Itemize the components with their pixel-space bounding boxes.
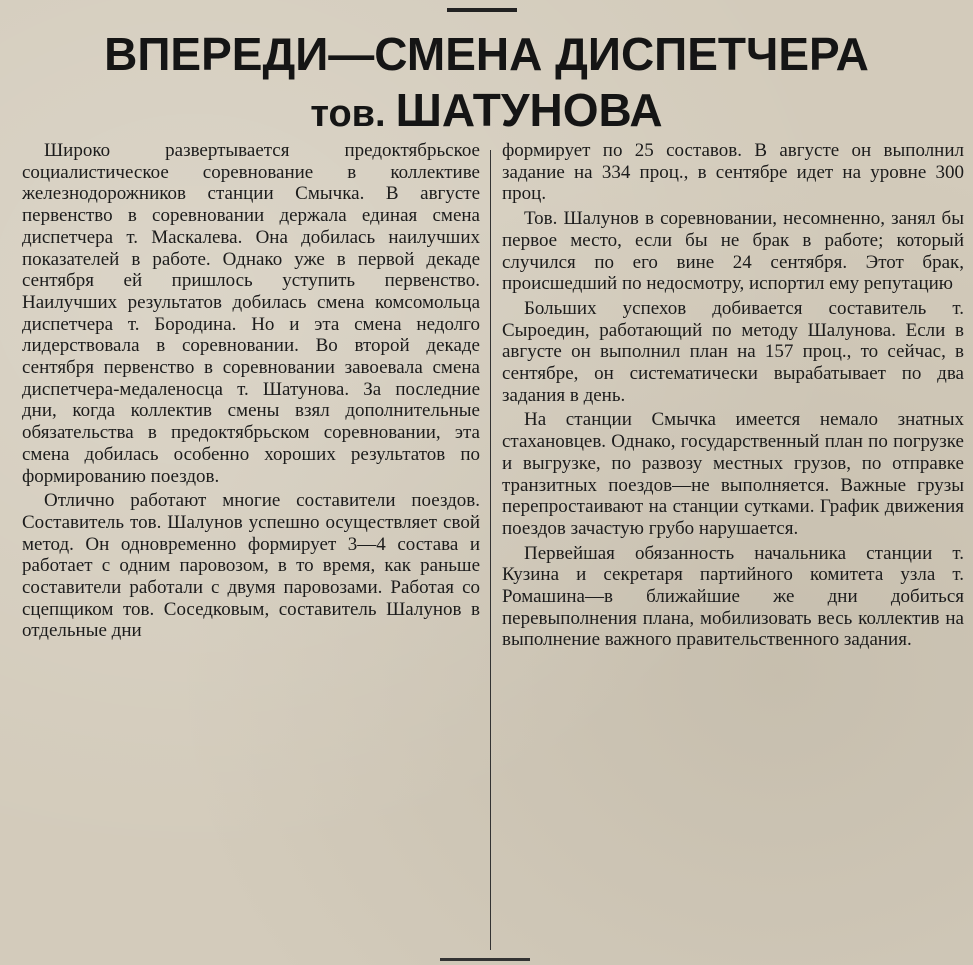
paragraph-continued: формирует по 25 составов. В августе он выполнил задание на 334 проц., в сентябре идет на уровне 300 проц. [502,140,964,205]
article-column-left [22,140,480,642]
headline-subtitle [0,84,973,148]
top-rule [447,8,517,12]
headline-main: ВПЕРЕДИ—СМЕНА ДИСПЕТЧЕРА [104,28,869,80]
paragraph: На станции Смычка имеется немало знатных стахановцев. Однако, государственный план по погрузке и выгрузке, по развозу местных грузов, по отправке транзитных поездов—не выполняется. Важные грузы перепростаивают на станции сутками. График движения поездов зачастую грубо нарушается. [502,409,964,539]
paragraph: Больших успехов добивается составитель т. Сыроедин, работающий по методу Шалунова. Если в августе он выполнил план на 157 проц., то сейчас, в сентябре, он систематически вырабатывает по два задания в день. [502,297,964,406]
article-column-right [502,140,964,651]
headline-prefix: тов. [310,93,386,135]
paragraph: Тов. Шалунов в соревновании, несомненно, занял бы первое место, если бы не брак в работе; который случился по его вине 24 сентября. Этот брак, происшедший по недосмотру, испортил ему репутацию [502,208,964,295]
paragraph: Широко развертывается предоктябрьское социалистическое соревнование в коллективе железнодорожников станции Смычка. В августе первенство в соревновании держала единая смена диспетчера т. Маскалева. Она добилась наилучших показателей в работе. Однако уже в первой декаде сентября ей пришлось уступить первенство. Наилучших результатов добилась смена комсомольца диспетчера т. Бородина. Но и эта смена недолго лидерствовала в соревновании. Во второй декаде сентября первенство в соревновании завоевала смена диспетчера-медаленосца т. Шатунова. За последние дни, когда коллектив смены взял дополнительные обязательства в предоктябрьском соревновании, эта смена добилась особенно хороших результатов по формированию поездов. [22,140,480,487]
bottom-rule [440,958,530,961]
column-divider [490,150,491,950]
headline-name: ШАТУНОВА [395,84,663,136]
paragraph: Отлично работают многие составители поездов. Составитель тов. Шалунов успешно осуществляет свой метод. Он одновременно формирует 3—4 состава и работает с одним паровозом, в то время, как раньше составители работали с двумя паровозами. Работая со сцепщиком тов. Соседковым, составитель Шалунов в отдельные дни [22,490,480,642]
paragraph: Первейшая обязанность начальника станции т. Кузина и секретаря партийного комитета узла т. Ромашина—в ближайшие же дни добиться перевыполнения плана, мобилизовать весь коллектив на выполнение важного правительственного задания. [502,542,964,651]
